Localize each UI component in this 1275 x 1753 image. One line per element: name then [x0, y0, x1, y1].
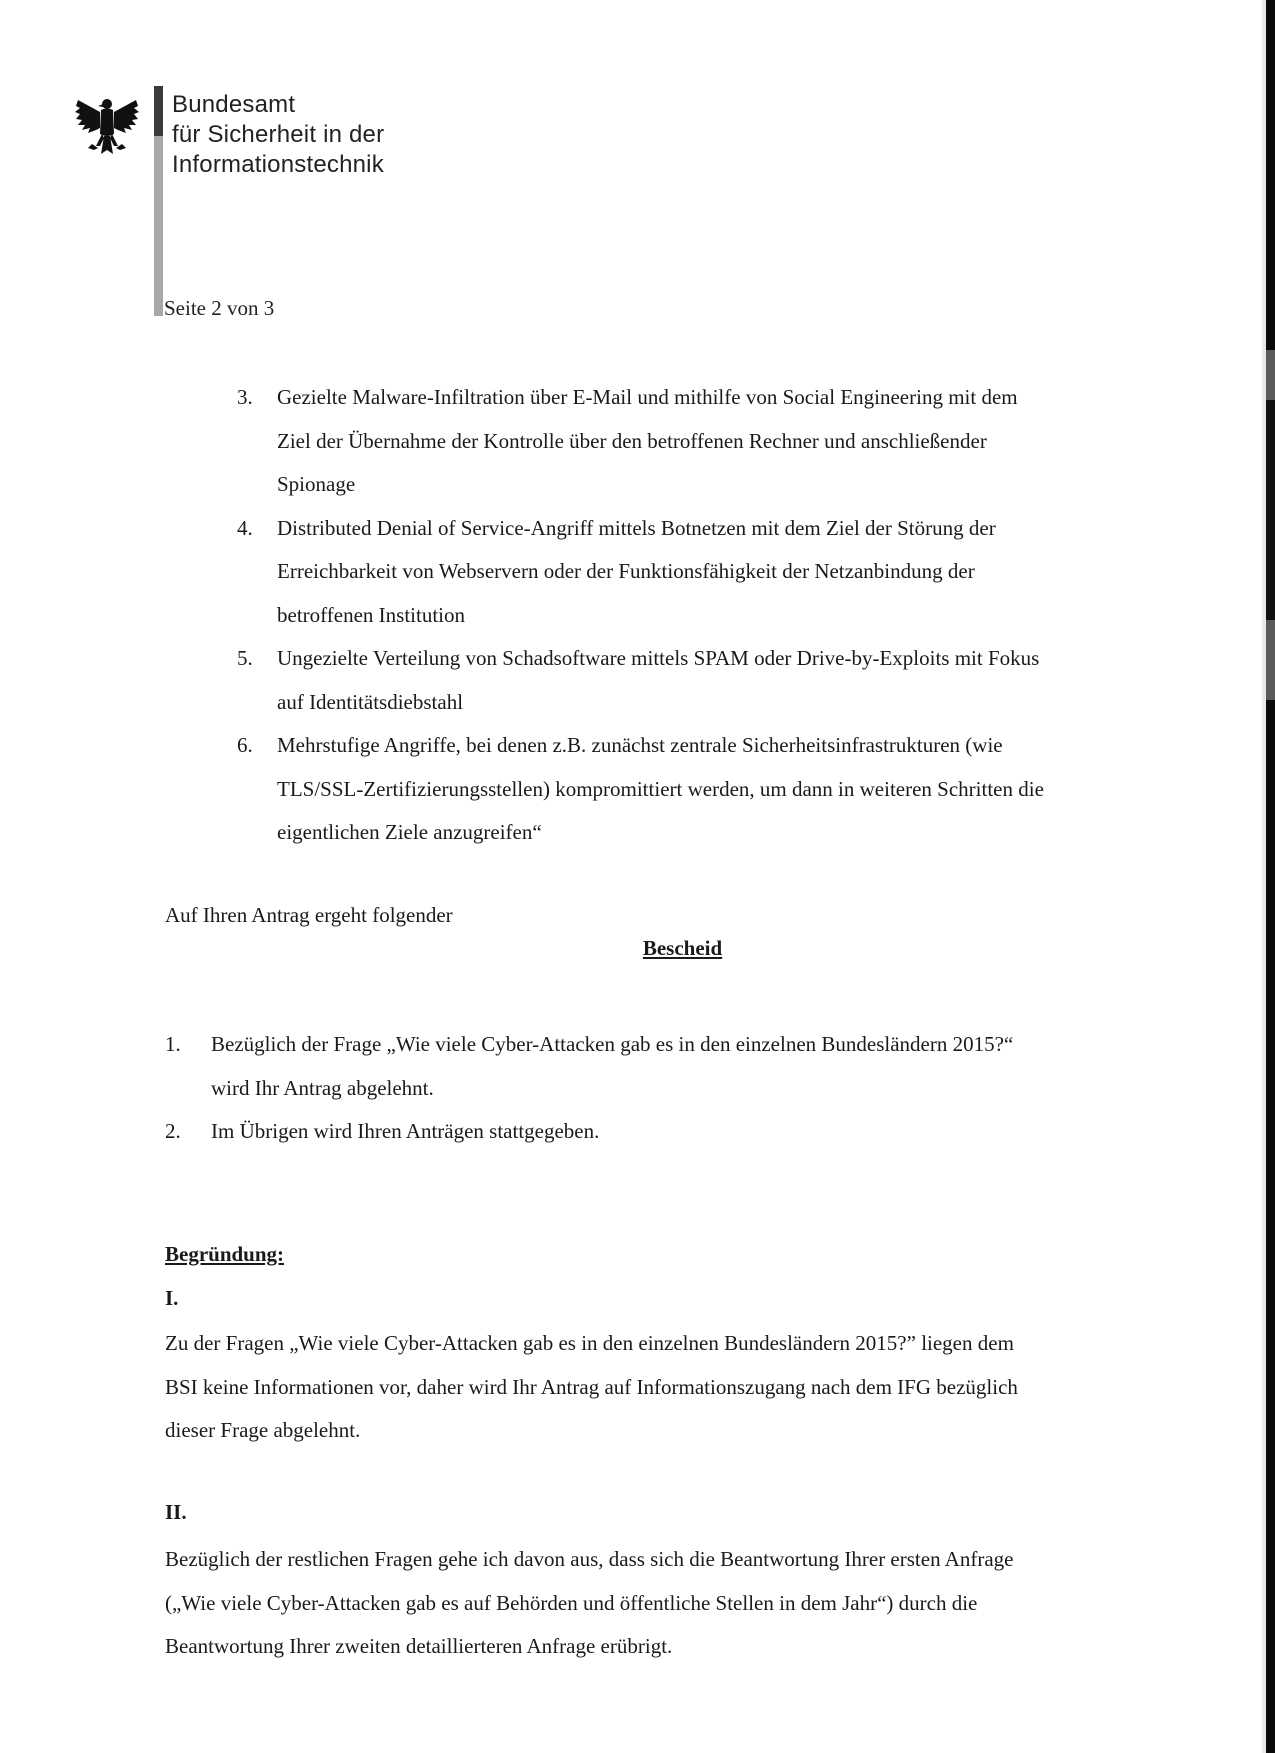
list-number: 4. — [237, 515, 253, 540]
list-item — [165, 1023, 1185, 1110]
list-line: Ziel der Übernahme der Kontrolle über den betroffenen Rechner und anschließender — [277, 428, 987, 453]
paragraph-line: dieser Frage abgelehnt. — [165, 1418, 361, 1442]
paragraph-line: BSI keine Informationen vor, daher wird Ihr Antrag auf Informationszugang nach dem IFG bezüglich — [165, 1374, 1018, 1399]
intro-text: Auf Ihren Antrag ergeht folgender — [165, 903, 453, 927]
attack-list — [237, 376, 1197, 855]
list-line: TLS/SSL-Zertifizierungsstellen) kompromittiert werden, um dann in weiteren Schritten die — [277, 776, 1044, 801]
org-line: für Sicherheit in der — [172, 121, 385, 148]
section-heading-1: I. — [165, 1286, 179, 1310]
list-line: Im Übrigen wird Ihren Anträgen stattgegeben. — [211, 1119, 600, 1143]
list-item — [237, 637, 1197, 724]
list-item — [237, 724, 1197, 855]
list-line: eigentlichen Ziele anzugreifen“ — [277, 820, 542, 844]
paragraph-line: Zu der Fragen „Wie viele Cyber-Attacken gab es in den einzelnen Bundesländern 2015?” liegen dem — [165, 1331, 1014, 1355]
list-item — [237, 376, 1197, 507]
list-number: 6. — [237, 733, 253, 757]
list-line: Distributed Denial of Service-Angriff mittels Botnetzen mit dem Ziel der Störung der — [277, 515, 996, 540]
list-item — [165, 1110, 1185, 1154]
paragraph-line: Bezüglich der restlichen Fragen gehe ich davon aus, dass sich die Beantwortung Ihrer ersten Anfrage — [165, 1547, 1014, 1571]
list-line: Bezüglich der Frage „Wie viele Cyber-Attacken gab es in den einzelnen Bundesländern 2015?“ — [211, 1032, 1014, 1056]
org-line: Bundesamt — [172, 91, 296, 118]
decision-heading: Bescheid — [642, 936, 723, 960]
list-line: Spionage — [277, 472, 356, 496]
decision-list — [165, 1023, 1185, 1154]
section-heading-2: II. — [165, 1500, 187, 1524]
list-line: Erreichbarkeit von Webservern oder der Funktionsfähigkeit der Netzanbindung der — [277, 559, 975, 583]
list-number: 2. — [165, 1119, 181, 1143]
page-number: Seite 2 von 3 — [164, 296, 275, 320]
list-item — [237, 507, 1197, 638]
letterhead-bar — [154, 86, 163, 316]
section-paragraph-2 — [165, 1538, 1195, 1669]
paragraph-line: („Wie viele Cyber-Attacken gab es auf Behörden und öffentliche Stellen in dem Jahr“) durch die — [165, 1590, 978, 1615]
list-line: Ungezielte Verteilung von Schadsoftware mittels SPAM oder Drive-by-Exploits mit Fokus — [277, 646, 1040, 670]
organization-name — [172, 90, 472, 180]
list-number: 3. — [237, 385, 253, 409]
org-line: Informationstechnik — [172, 151, 384, 178]
scan-border — [1266, 0, 1275, 1753]
reasoning-heading: Begründung: — [165, 1242, 285, 1266]
list-line: wird Ihr Antrag abgelehnt. — [211, 1075, 434, 1100]
list-number: 1. — [165, 1032, 181, 1056]
federal-eagle-icon — [74, 94, 140, 158]
list-line: auf Identitätsdiebstahl — [277, 689, 464, 714]
list-line: Mehrstufige Angriffe, bei denen z.B. zunächst zentrale Sicherheitsinfrastrukturen (wie — [277, 733, 1003, 757]
list-line: betroffenen Institution — [277, 602, 465, 627]
list-line: Gezielte Malware-Infiltration über E-Mail und mithilfe von Social Engineering mit dem — [277, 385, 1018, 409]
section-paragraph-1 — [165, 1322, 1195, 1453]
paragraph-line: Beantwortung Ihrer zweiten detaillierteren Anfrage erübrigt. — [165, 1634, 673, 1658]
list-number: 5. — [237, 646, 253, 670]
